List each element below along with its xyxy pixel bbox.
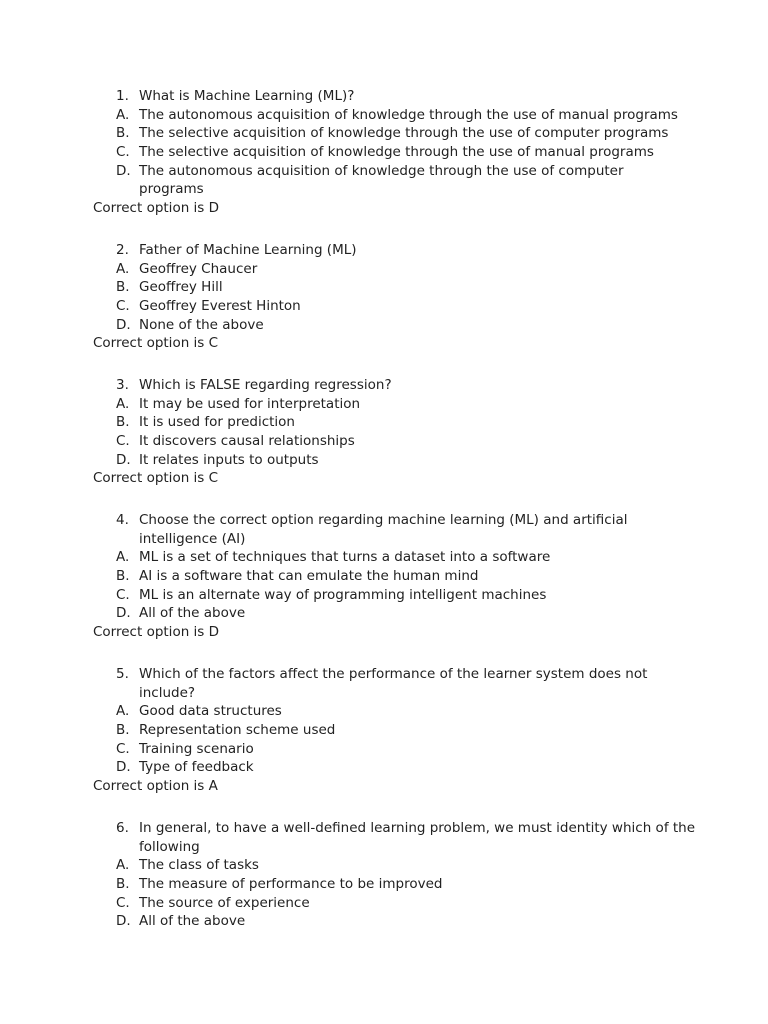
option-text: Geoffrey Chaucer bbox=[139, 260, 258, 277]
option-d bbox=[0, 451, 768, 470]
option-text: Type of feedback bbox=[139, 759, 254, 776]
option-letter: B. bbox=[116, 722, 130, 739]
question-stem bbox=[0, 376, 768, 395]
option-text: The autonomous acquisition of knowledge through the use of manual programs bbox=[139, 106, 678, 123]
option-text: The selective acquisition of knowledge through the use of manual programs bbox=[139, 144, 654, 161]
option-d bbox=[0, 162, 768, 181]
question-4 bbox=[0, 511, 768, 642]
question-stem-continuation bbox=[0, 530, 768, 549]
option-letter: B. bbox=[116, 125, 130, 142]
option-d bbox=[0, 912, 768, 931]
option-text: The selective acquisition of knowledge through the use of computer programs bbox=[139, 125, 669, 142]
correct-answer: Correct option is C bbox=[93, 470, 219, 487]
question-1 bbox=[0, 87, 768, 218]
question-number: 5. bbox=[116, 666, 129, 682]
option-b bbox=[0, 875, 768, 894]
question-text: In general, to have a well-defined learning problem, we must identity which of the bbox=[139, 820, 696, 836]
option-a bbox=[0, 106, 768, 125]
option-letter: C. bbox=[116, 298, 130, 315]
option-letter: C. bbox=[116, 433, 130, 450]
option-text: Representation scheme used bbox=[139, 722, 336, 739]
option-letter: C. bbox=[116, 740, 130, 757]
question-text: Father of Machine Learning (ML) bbox=[139, 242, 357, 258]
option-b bbox=[0, 413, 768, 432]
option-text: programs bbox=[139, 181, 204, 198]
option-text: AI is a software that can emulate the human mind bbox=[139, 568, 479, 585]
option-text: Geoffrey Hill bbox=[139, 279, 223, 296]
option-letter: A. bbox=[116, 549, 130, 566]
option-d-continuation bbox=[0, 180, 768, 199]
option-a bbox=[0, 856, 768, 875]
option-letter: C. bbox=[116, 894, 130, 911]
question-2 bbox=[0, 241, 768, 353]
option-text: The measure of performance to be improved bbox=[139, 876, 443, 893]
option-b bbox=[0, 567, 768, 586]
option-letter: B. bbox=[116, 414, 130, 431]
option-text: Training scenario bbox=[139, 740, 254, 757]
option-letter: A. bbox=[116, 260, 130, 277]
question-number: 3. bbox=[116, 377, 129, 393]
option-letter: D. bbox=[116, 162, 131, 179]
option-b bbox=[0, 124, 768, 143]
question-number: 6. bbox=[116, 820, 129, 836]
option-c bbox=[0, 143, 768, 162]
option-text: It is used for prediction bbox=[139, 414, 295, 431]
option-b bbox=[0, 721, 768, 740]
option-text: It may be used for interpretation bbox=[139, 395, 361, 412]
correct-answer: Correct option is D bbox=[93, 200, 220, 217]
question-text: Which is FALSE regarding regression? bbox=[139, 377, 392, 393]
question-6 bbox=[0, 819, 768, 931]
option-text: Geoffrey Everest Hinton bbox=[139, 298, 301, 315]
question-number: 2. bbox=[116, 242, 129, 258]
option-letter: A. bbox=[116, 703, 130, 720]
question-text: What is Machine Learning (ML)? bbox=[139, 88, 355, 104]
question-stem bbox=[0, 511, 768, 530]
option-text: It discovers causal relationships bbox=[139, 433, 355, 450]
option-b bbox=[0, 278, 768, 297]
correct-answer: Correct option is C bbox=[93, 335, 219, 352]
option-a bbox=[0, 702, 768, 721]
option-letter: C. bbox=[116, 586, 130, 603]
option-c bbox=[0, 586, 768, 605]
option-letter: D. bbox=[116, 759, 131, 776]
option-letter: D. bbox=[116, 316, 131, 333]
option-c bbox=[0, 297, 768, 316]
option-text: None of the above bbox=[139, 316, 264, 333]
correct-answer: Correct option is A bbox=[93, 778, 218, 795]
question-text: intelligence (AI) bbox=[139, 530, 246, 547]
option-text: All of the above bbox=[139, 605, 246, 622]
option-d bbox=[0, 316, 768, 335]
option-letter: A. bbox=[116, 106, 130, 123]
option-text: The class of tasks bbox=[139, 857, 259, 874]
option-letter: A. bbox=[116, 857, 130, 874]
option-text: ML is an alternate way of programming intelligent machines bbox=[139, 586, 547, 603]
question-text: include? bbox=[139, 684, 196, 701]
question-stem-continuation bbox=[0, 838, 768, 857]
question-stem bbox=[0, 665, 768, 684]
option-text: Good data structures bbox=[139, 703, 282, 720]
question-stem bbox=[0, 87, 768, 106]
option-letter: B. bbox=[116, 279, 130, 296]
question-3 bbox=[0, 376, 768, 488]
option-text: ML is a set of techniques that turns a dataset into a software bbox=[139, 549, 551, 566]
option-letter: D. bbox=[116, 451, 131, 468]
option-letter: D. bbox=[116, 605, 131, 622]
question-number: 4. bbox=[116, 512, 129, 528]
option-d bbox=[0, 758, 768, 777]
option-c bbox=[0, 740, 768, 759]
option-c bbox=[0, 894, 768, 913]
question-5 bbox=[0, 665, 768, 796]
option-letter: C. bbox=[116, 144, 130, 161]
question-text: Which of the factors affect the performance of the learner system does not bbox=[139, 666, 648, 682]
option-letter: B. bbox=[116, 568, 130, 585]
question-stem bbox=[0, 241, 768, 260]
correct-answer: Correct option is D bbox=[93, 624, 220, 641]
option-a bbox=[0, 395, 768, 414]
question-text: following bbox=[139, 838, 200, 855]
option-a bbox=[0, 260, 768, 279]
question-stem bbox=[0, 819, 768, 838]
option-c bbox=[0, 432, 768, 451]
option-text: The autonomous acquisition of knowledge through the use of computer bbox=[139, 162, 624, 179]
question-stem-continuation bbox=[0, 684, 768, 703]
option-text: The source of experience bbox=[139, 894, 310, 911]
option-letter: D. bbox=[116, 913, 131, 930]
option-d bbox=[0, 604, 768, 623]
option-a bbox=[0, 548, 768, 567]
option-text: All of the above bbox=[139, 913, 246, 930]
question-number: 1. bbox=[116, 88, 129, 104]
question-text: Choose the correct option regarding machine learning (ML) and artificial bbox=[139, 512, 628, 528]
option-text: It relates inputs to outputs bbox=[139, 451, 319, 468]
option-letter: B. bbox=[116, 876, 130, 893]
option-letter: A. bbox=[116, 395, 130, 412]
